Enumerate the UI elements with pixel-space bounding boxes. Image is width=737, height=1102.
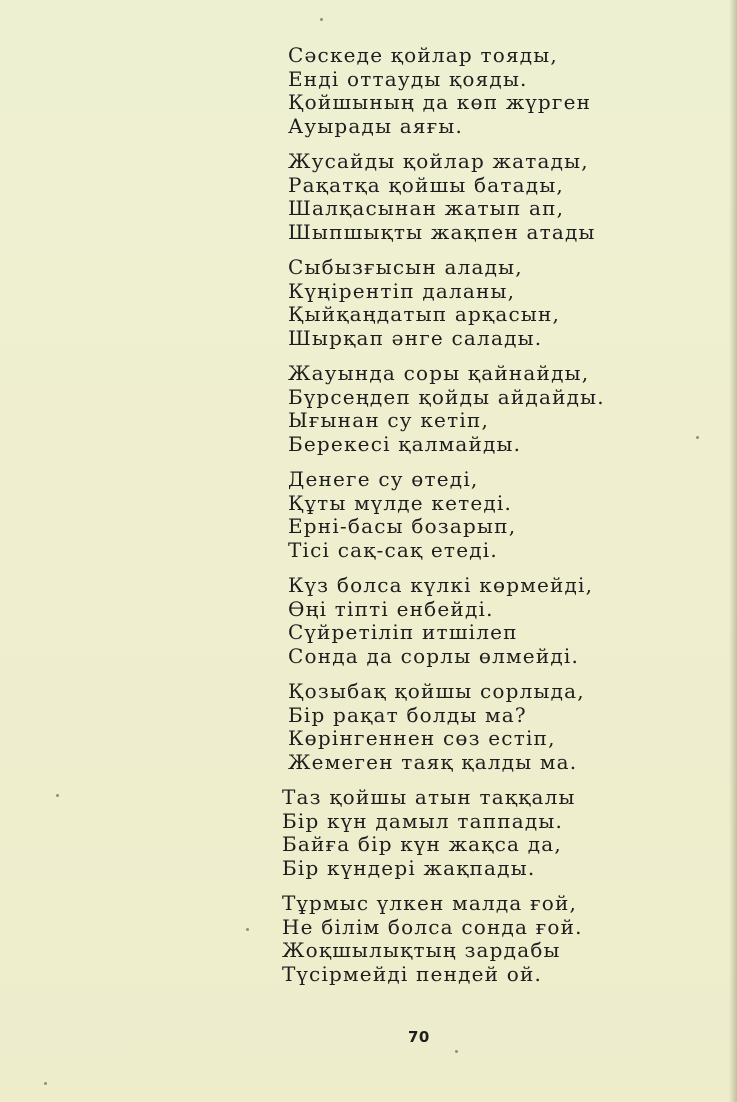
poem-line: Сүйретіліп итшілеп (288, 620, 518, 645)
poem-line: Сонда да сорлы өлмейді. (288, 643, 580, 668)
poem-line: Түсірмейді пендей ой. (282, 961, 543, 986)
stanza-3 (288, 256, 560, 350)
poem-line: Шалқасынан жатып ап, (288, 196, 565, 221)
poem-line: Ығынан су кетіп, (288, 408, 490, 433)
poem-line: Жоқшылықтың зардабы (282, 938, 561, 963)
stanza-5 (288, 468, 516, 562)
poem-line: Жемеген таяқ қалды ма. (288, 749, 578, 774)
poem-line: Қыйқаңдатып арқасын, (288, 302, 561, 327)
poem-line: Шыпшықты жақпен атады (288, 219, 596, 244)
stanza-6 (288, 574, 593, 668)
poem-line: Тұрмыс үлкен малда ғой, (282, 891, 578, 915)
poem-line: Тісі сақ-сақ етеді. (288, 537, 498, 562)
poem-line: Бір рақат болды ма? (288, 702, 527, 727)
poem-line: Күңірентіп даланы, (288, 278, 516, 303)
poem-line: Күз болса күлкі көрмейді, (288, 573, 594, 597)
paper-speck (455, 1050, 458, 1053)
paper-speck (44, 1082, 47, 1085)
poem-line: Қозыбақ қойшы сорлыда, (288, 679, 585, 703)
stanza-8 (282, 786, 576, 880)
paper-speck (696, 436, 699, 439)
poem-line: Бір күн дамыл таппады. (282, 808, 564, 833)
paper-speck (246, 928, 249, 931)
stanza-9 (282, 892, 583, 986)
poem-line: Таз қойшы атын таққалы (282, 785, 576, 809)
poem-line: Сыбызғысын алады, (288, 255, 523, 279)
poem-line: Сәскеде қойлар тояды, (288, 43, 558, 67)
poem-line: Шырқап әнге салады. (288, 325, 543, 350)
poem-line: Қойшының да көп жүрген (288, 90, 592, 115)
poem-line: Бір күндері жақпады. (282, 855, 536, 880)
poem-line: Рақатқа қойшы батады, (288, 172, 564, 197)
poem-line: Көрінгеннен сөз естіп, (288, 726, 556, 751)
stanza-4 (288, 362, 605, 456)
paper-speck (320, 18, 323, 21)
poem-line: Байға бір күн жақса да, (282, 832, 562, 857)
poem-line: Жауында соры қайнайды, (288, 361, 590, 385)
stanza-1 (288, 44, 591, 138)
stanza-7 (288, 680, 585, 774)
page-number: 70 (408, 1028, 430, 1046)
poem-line: Не білім болса сонда ғой. (282, 914, 583, 939)
poem-line: Денеге су өтеді, (288, 467, 479, 491)
poem-line: Өңі тіпті енбейді. (288, 596, 494, 621)
poem-line: Ауырады аяғы. (288, 113, 464, 138)
page-edge-shadow (729, 0, 737, 1102)
poem-line: Берекесі қалмайды. (288, 431, 522, 456)
poem-line: Құты мүлде кетеді. (288, 490, 513, 515)
poem-line: Енді оттауды қояды. (288, 66, 528, 91)
paper-speck (56, 794, 59, 797)
poem-line: Бүрсеңдеп қойды айдайды. (288, 384, 605, 409)
poem-line: Жусайды қойлар жатады, (288, 149, 589, 173)
poem-line: Ерні-басы бозарып, (288, 514, 517, 539)
stanza-2 (288, 150, 596, 244)
